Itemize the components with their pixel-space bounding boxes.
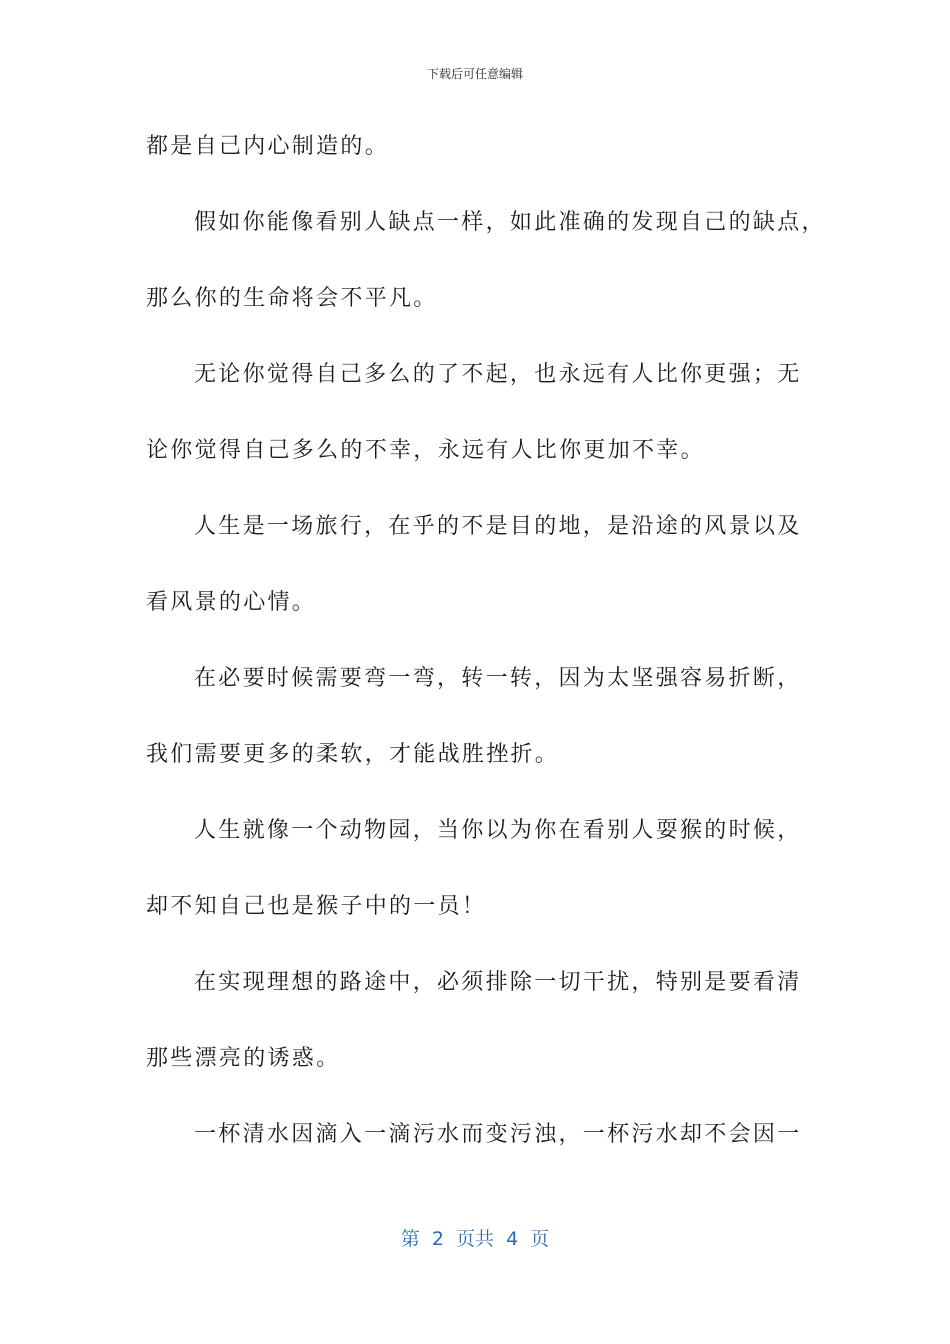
- text-line: 在实现理想的路途中，必须排除一切干扰，特别是要看清: [194, 970, 802, 995]
- text-line: 人生是一场旅行，在乎的不是目的地，是沿途的风景以及: [194, 514, 802, 539]
- document-body: [146, 124, 826, 1188]
- text-line: 我们需要更多的柔软，才能战胜挫折。: [146, 742, 560, 767]
- text-line: 看风景的心情。: [146, 590, 317, 615]
- text-line: 一杯清水因滴入一滴污水而变污浊，一杯污水却不会因一: [194, 1122, 802, 1147]
- text-line: 假如你能像看别人缺点一样，如此准确的发现自己的缺点，: [194, 210, 826, 235]
- text-line: 都是自己内心制造的。: [146, 134, 390, 159]
- text-line: 却不知自己也是猴子中的一员！: [146, 894, 487, 919]
- page-header-note: 下载后可任意编辑: [426, 67, 523, 81]
- text-line: 人生就像一个动物园，当你以为你在看别人耍猴的时候，: [194, 818, 802, 843]
- text-line: 论你觉得自己多么的不幸，永远有人比你更加不幸。: [146, 438, 705, 463]
- text-line: 那些漂亮的诱惑。: [146, 1046, 341, 1071]
- text-line: 无论你觉得自己多么的了不起，也永远有人比你更强；无: [194, 362, 802, 387]
- text-line: 在必要时候需要弯一弯，转一转，因为太坚强容易折断，: [194, 666, 802, 691]
- text-line: 那么你的生命将会不平凡。: [146, 286, 438, 311]
- page-number-footer: 第 2 页共 4 页: [400, 1228, 550, 1250]
